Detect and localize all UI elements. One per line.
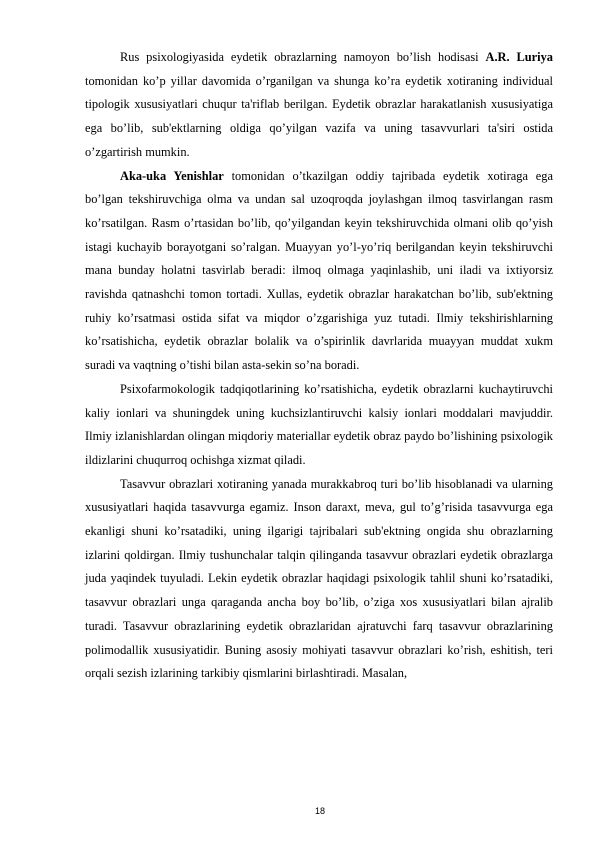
paragraph-text: Tasavvur obrazlari xotiraning yanada murakkabroq turi bo’lib hisoblanadi va ularning xususiyatlari haqida tasavvurga egamiz. Inson daraxt, meva, gul to’g’risida tasavvurga ega ekanligi shuni ko’rsatadiki, uning ilgarigi tajribalari sub'ektning ongida shu obrazlarning izlarini qoldirgan. Ilmiy tushunchalar talqin qilinganda tasavvur obrazlari eydetik obrazlarga juda yaqindek tuyuladi. Lekin eydetik obrazlar haqidagi psixologik tahlil shuni ko’rsatadiki, tasavvur obrazlari unga qaraganda ancha boy bo’lib, o’ziga xos xususiyatlari bilan ajralib turadi. Tasavvur obrazlarining eydetik obrazlaridan ajratuvchi farq tasavvur obrazlarining polimodallik xususiyatidir. Buning asosiy mohiyati tasavvur obrazlari ko’rish, eshitish, teri orqali sezish izlarining tarkibiy qismlarini birlashtiradi. Masalan, — [85, 476, 553, 681]
paragraph-yenish — [85, 165, 553, 378]
paragraph-text: tomonidan ko’p yillar davomida o’rganilgan va shunga ko’ra eydetik xotiraning individual tipologik xususiyatlari chuqur ta'riflab berilgan. Eydetik obrazlar harakatlanish xususiyatiga ega bo’lib, sub'ektlarning oldiga qo’yilgan vazifa va uning tasavvurlari ta'siri ostida o’zgartirish mumkin. — [85, 73, 553, 159]
page-number: 18 — [314, 806, 325, 816]
paragraph-text: Rus psixologiyasida eydetik obrazlarning namoyon bo’lish hodisasi — [120, 50, 486, 64]
body-text — [85, 46, 553, 686]
paragraph-luriya — [85, 46, 553, 165]
paragraph-text: tomonidan o’tkazilgan oddiy tajribada eydetik xotiraga ega bo’lgan tekshiruvchiga olma va undan sal uzoqroqda joylashgan ilmoq tasvirlangan rasm ko’rsatilgan. Rasm o’rtasidan bo’lib, qo’yilgandan keyin tekshiruvchida olmani olib qo’yish istagi kuchayib borayotgani so’ralgan. Muayyan yo’l-yo’riq berilgandan keyin tekshiruvchi mana bunday holatni tasvirlab beradi: ilmoq olmaga yaqinlashib, uni iladi va ixtiyorsiz ravishda qatnashchi tomon tortadi. Xullas, eydetik obrazlar harakatchan bo’lib, sub'ektning ruhiy ko’rsatmasi ostida sifat va miqdor o’zgarishiga yuz tutadi. Ilmiy tekshirishlarning ko’rsatishicha, eydetik obrazlar bolalik va o’spirinlik davrlarida muayyan muddat xukm suradi va vaqtning o’tishi bilan asta-sekin so’na boradi. — [85, 168, 553, 373]
author-name: A.R. Luriya — [485, 50, 553, 64]
author-name: Aka-uka Yenishlar — [120, 168, 224, 183]
paragraph-psychopharmacology — [85, 378, 553, 473]
paragraph-representation-images — [85, 473, 553, 686]
paragraph-text: Psixofarmokologik tadqiqotlarining ko’rsatishicha, eydetik obrazlarni kuchaytiruvchi kaliy ionlari va shuningdek uning kuchsizlantiruvchi kalsiy ionlari moddalari mavjuddir. Ilmiy izlanishlardan olingan miqdoriy materiallar eydetik obraz paydo bo’lishining psixologik ildizlarini chuqurroq ochishga xizmat qiladi. — [85, 381, 553, 467]
